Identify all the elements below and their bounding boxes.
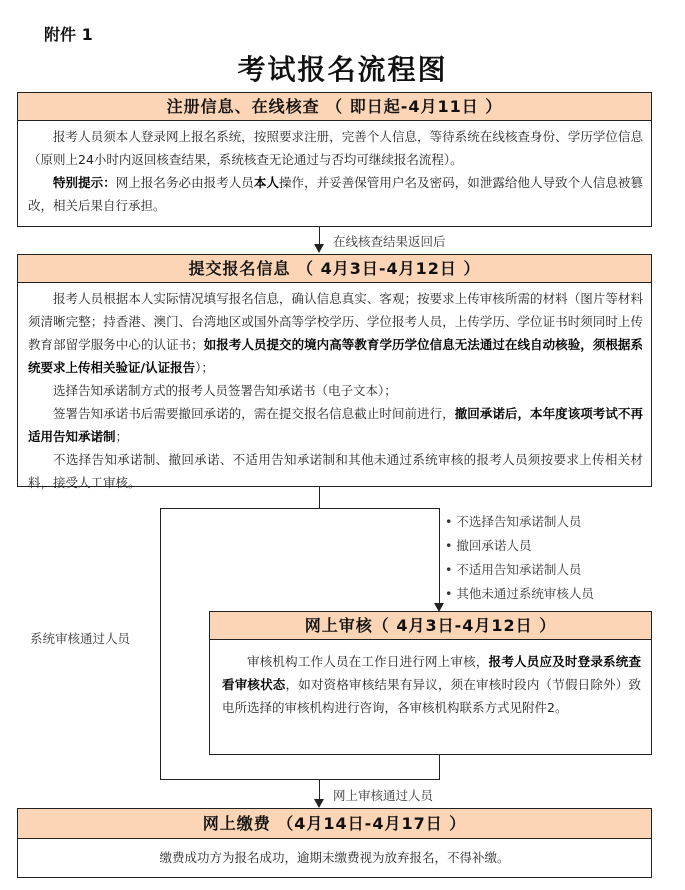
connector-right-vertical xyxy=(439,508,440,608)
attachment-label: 附件 1 xyxy=(44,25,93,44)
step3-body xyxy=(210,640,651,719)
step3-emphasis: 报考人员应及时登录系统查看审核状态 xyxy=(222,654,641,692)
step2-p3-emphasis: 撤回承诺后，本年度该项考试不再适用告知承诺制 xyxy=(28,406,643,444)
branch-item: • 不适用告知承诺制人员 xyxy=(445,562,582,577)
branch-item: • 撤回承诺人员 xyxy=(445,538,532,553)
connector-merge-horizontal xyxy=(160,779,440,780)
left-branch-label: 系统审核通过人员 xyxy=(30,631,131,646)
step3-text-b: ，如对资格审核结果有异议，须在审核时段内（节假日除外）致电所选择的审核机构进行咨询，各审核机构联系方式见附件2。 xyxy=(222,677,641,715)
step3-box xyxy=(209,611,652,755)
step2-p1-emphasis: 如报考人员提交的境内高等教育学历学位信息无法通过在线自动核验，须根据系统要求上传相关验证/认证报告 xyxy=(28,337,643,375)
step1-note-text-b: 操作，并妥善保管用户名及密码，如泄露给他人导致个人信息被篡改，相关后果自行承担。 xyxy=(28,175,643,213)
step2-body xyxy=(18,283,651,494)
step4-body: 缴费成功方为报名成功，逾期未缴费视为放弃报名，不得补缴。 xyxy=(159,850,510,865)
step4-box xyxy=(17,808,652,878)
step1-paragraph-1: 报考人员须本人登录网上报名系统，按照要求注册，完善个人信息，等待系统在线核查身份、学历学位信息（原则上24小时内返回核查结果，系统核查无论通过与否均可继续报名流程）。 xyxy=(28,129,643,167)
step1-box xyxy=(17,92,652,227)
connector-left-vertical xyxy=(160,508,161,780)
step2-p1-text-a: 报考人员根据本人实际情况填写报名信息，确认信息真实、客观；按要求上传审核所需的材料（图片等材料须清晰完整；持香港、澳门、台湾地区或国外高等学校学历、学位报考人员，上传学历、学位证书时须同时上传教育部留学服务中心的认证书； xyxy=(28,291,643,352)
step2-header: 提交报名信息 （ 4月3日-4月12日 ） xyxy=(18,255,651,283)
step3-paragraph-1 xyxy=(222,650,641,719)
branch-item: • 其他未通过系统审核人员 xyxy=(445,586,594,601)
connector-step3-down xyxy=(439,755,440,780)
step3-text-a: 审核机构工作人员在工作日进行网上审核， xyxy=(247,654,489,669)
special-note-label: 特别提示： xyxy=(53,175,116,190)
arrow1-label: 在线核查结果返回后 xyxy=(333,234,446,249)
connector-branch-horizontal xyxy=(160,508,440,509)
step2-p1-text-b: ）； xyxy=(195,360,214,375)
step3-header: 网上审核（ 4月3日-4月12日 ） xyxy=(210,612,651,640)
step1-paragraph-2 xyxy=(28,171,643,217)
step2-p3-text-a: 签署告知承诺书后需要撤回承诺的，需在提交报名信息截止时间前进行， xyxy=(53,406,455,421)
step2-box xyxy=(17,254,652,490)
arrowhead-3 xyxy=(314,799,324,808)
page-title: 考试报名流程图 xyxy=(237,53,448,86)
step1-note-text-a: 网上报名务必由报考人员 xyxy=(115,175,254,190)
branch-item: • 不选择告知承诺制人员 xyxy=(445,514,582,529)
step2-p3-text-b: ； xyxy=(115,429,129,444)
step1-note-emphasis: 本人 xyxy=(253,175,279,190)
step2-paragraph-2: 选择告知承诺制方式的报考人员签署告知承诺书（电子文本）； xyxy=(53,383,397,398)
step4-header: 网上缴费 （4月14日-4月17日 ） xyxy=(18,809,651,839)
step2-paragraph-3 xyxy=(28,402,643,448)
step1-body xyxy=(18,121,651,217)
step2-paragraph-1 xyxy=(28,287,643,379)
step1-header: 注册信息、在线核查 （ 即日起-4月11日 ） xyxy=(18,93,651,121)
step2-paragraph-4: 不选择告知承诺制、撤回承诺、不适用告知承诺制和其他未通过系统审核的报考人员须按要求上传相关材料，接受人工审核。 xyxy=(28,452,643,490)
arrow4-label: 网上审核通过人员 xyxy=(333,788,434,803)
arrowhead-1 xyxy=(314,244,324,253)
connector-merge-down xyxy=(319,779,320,801)
connector-step2-down xyxy=(319,487,320,509)
